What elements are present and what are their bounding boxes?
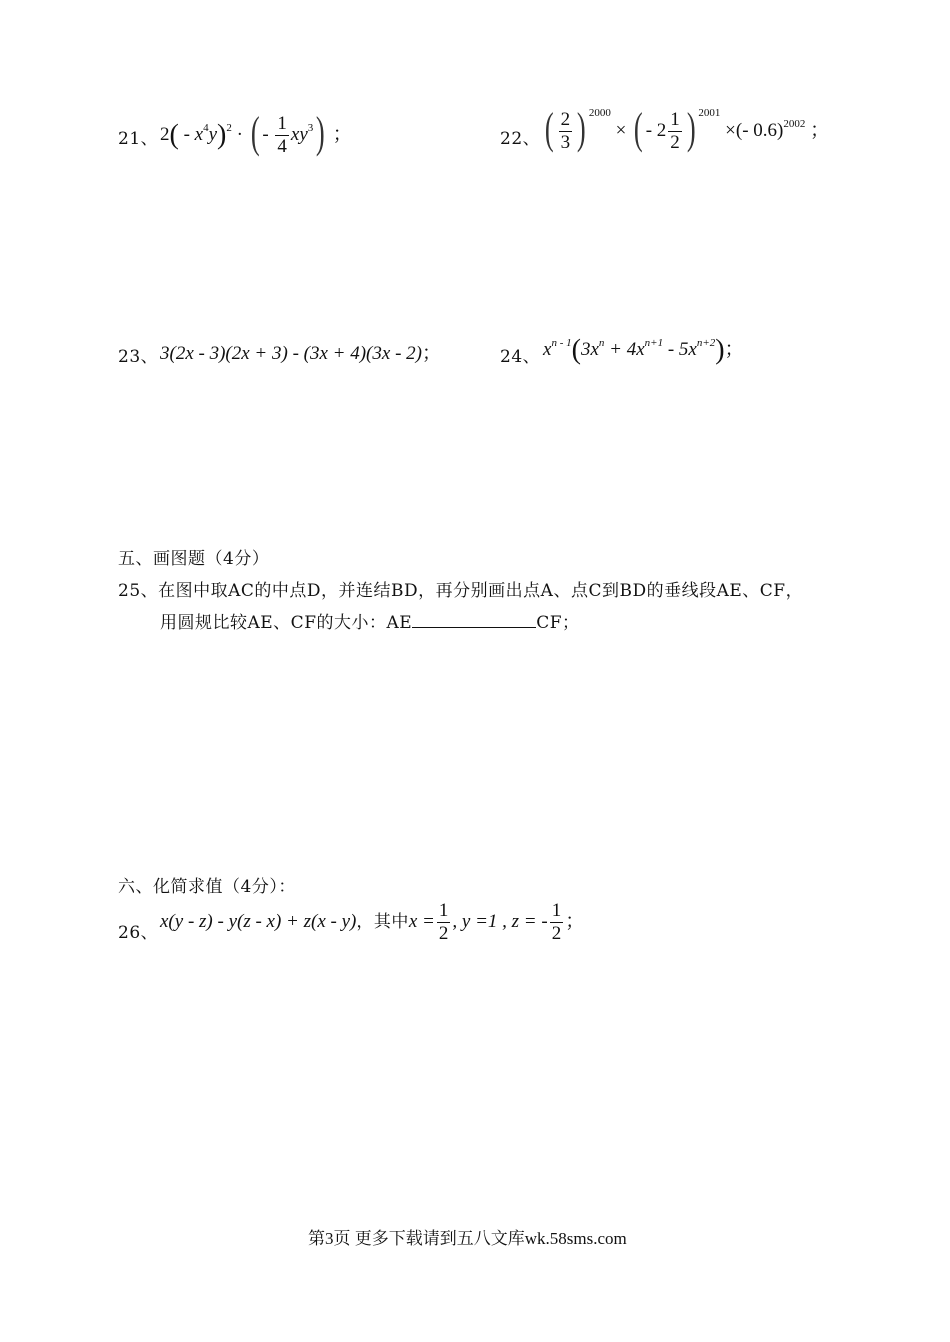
times-operator: × bbox=[725, 119, 736, 141]
close-paren: ) bbox=[715, 334, 725, 366]
end-mark: ； bbox=[332, 123, 352, 145]
exponent: 2 bbox=[226, 121, 232, 134]
problem-24-expression bbox=[543, 334, 744, 367]
end-mark: ； bbox=[421, 343, 441, 364]
problem-22-expression bbox=[542, 106, 829, 157]
big-close-paren: ) bbox=[577, 104, 586, 153]
problem-23-number: 23、 bbox=[118, 347, 159, 367]
minus: - bbox=[645, 119, 653, 141]
answer-blank[interactable] bbox=[412, 611, 536, 628]
exponent: n+1 bbox=[644, 337, 664, 349]
numerator: 1 bbox=[277, 113, 287, 134]
exponent: 3 bbox=[307, 121, 314, 134]
dot-operator: · bbox=[236, 123, 243, 145]
question-26-number: 26、 bbox=[118, 923, 159, 943]
whole-part: 2 bbox=[656, 119, 667, 141]
exponent: 2002 bbox=[783, 117, 806, 130]
fraction bbox=[668, 109, 682, 154]
question-25-text-before: 用圆规比较AE、CF的大小：AE bbox=[160, 613, 413, 633]
question-25-text-after: CF； bbox=[536, 613, 580, 633]
var-x: x bbox=[194, 123, 204, 145]
var-y: y bbox=[208, 123, 218, 145]
close-paren: ) bbox=[217, 119, 227, 151]
problem-21-expression bbox=[160, 110, 352, 161]
exponent: 4 bbox=[203, 121, 209, 134]
fraction-z bbox=[550, 900, 564, 945]
exponent: n bbox=[598, 337, 605, 349]
open-paren: ( bbox=[169, 119, 179, 151]
problem-23-expression bbox=[160, 338, 441, 365]
exponent: n - 1 bbox=[551, 337, 572, 349]
numerator: 1 bbox=[438, 900, 449, 921]
expression: x(y - z) - y(z - x) + z(x - y) bbox=[160, 910, 357, 932]
end-mark: ； bbox=[565, 910, 585, 932]
problem-24-number: 24、 bbox=[500, 347, 541, 367]
term: - 5x bbox=[667, 339, 697, 360]
section-6-heading: 六、化简求值（4分）： bbox=[118, 877, 296, 897]
denominator: 4 bbox=[277, 136, 287, 157]
y-z-equals: , y =1 , z = - bbox=[452, 910, 548, 932]
big-close-paren: ) bbox=[686, 104, 696, 153]
times-operator: × bbox=[615, 119, 627, 141]
big-open-paren: ( bbox=[250, 108, 260, 157]
page-footer: 第3页 更多下载请到五八文库wk.58sms.com bbox=[308, 1229, 627, 1248]
numerator: 1 bbox=[551, 900, 562, 921]
fraction bbox=[275, 113, 289, 158]
big-open-paren: ( bbox=[633, 104, 643, 153]
minus: - bbox=[262, 123, 269, 145]
denominator: 2 bbox=[670, 132, 680, 153]
end-mark: ； bbox=[810, 119, 830, 141]
problem-21-number: 21、 bbox=[118, 129, 159, 149]
question-25-line-1: 25、在图中取AC的中点D，并连结BD，再分别画出点A、点C到BD的垂线段AE、CF， bbox=[118, 581, 804, 601]
big-open-paren: ( bbox=[544, 104, 554, 153]
denominator: 3 bbox=[560, 132, 571, 153]
problem-22-number: 22、 bbox=[500, 129, 541, 149]
minus: - bbox=[183, 123, 190, 145]
condition-text: ，其中 bbox=[356, 911, 409, 931]
numerator: 2 bbox=[560, 109, 571, 130]
question-26-expression bbox=[160, 900, 584, 945]
term: (- 0.6) bbox=[735, 119, 784, 141]
var-xy: xy bbox=[290, 123, 308, 145]
fraction-x bbox=[437, 900, 451, 945]
exponent: 2001 bbox=[698, 106, 721, 119]
x-equals: x = bbox=[408, 910, 435, 932]
question-25-line-2 bbox=[160, 608, 580, 633]
exponent: n+2 bbox=[696, 337, 716, 349]
expression: 3(2x - 3)(2x + 3) - (3x + 4)(3x - 2) bbox=[160, 343, 422, 364]
open-paren: ( bbox=[571, 334, 581, 366]
coef: 2 bbox=[160, 123, 170, 145]
denominator: 2 bbox=[551, 923, 562, 944]
var-x: x bbox=[543, 339, 552, 360]
section-5-heading: 五、画图题（4分） bbox=[118, 549, 270, 569]
exponent: 2000 bbox=[588, 106, 611, 119]
numerator: 1 bbox=[670, 109, 680, 130]
big-close-paren: ) bbox=[316, 108, 326, 157]
fraction bbox=[559, 109, 573, 154]
term: 3x bbox=[580, 339, 599, 360]
term: + 4x bbox=[609, 339, 645, 360]
denominator: 2 bbox=[438, 923, 449, 944]
end-mark: ； bbox=[724, 339, 744, 360]
